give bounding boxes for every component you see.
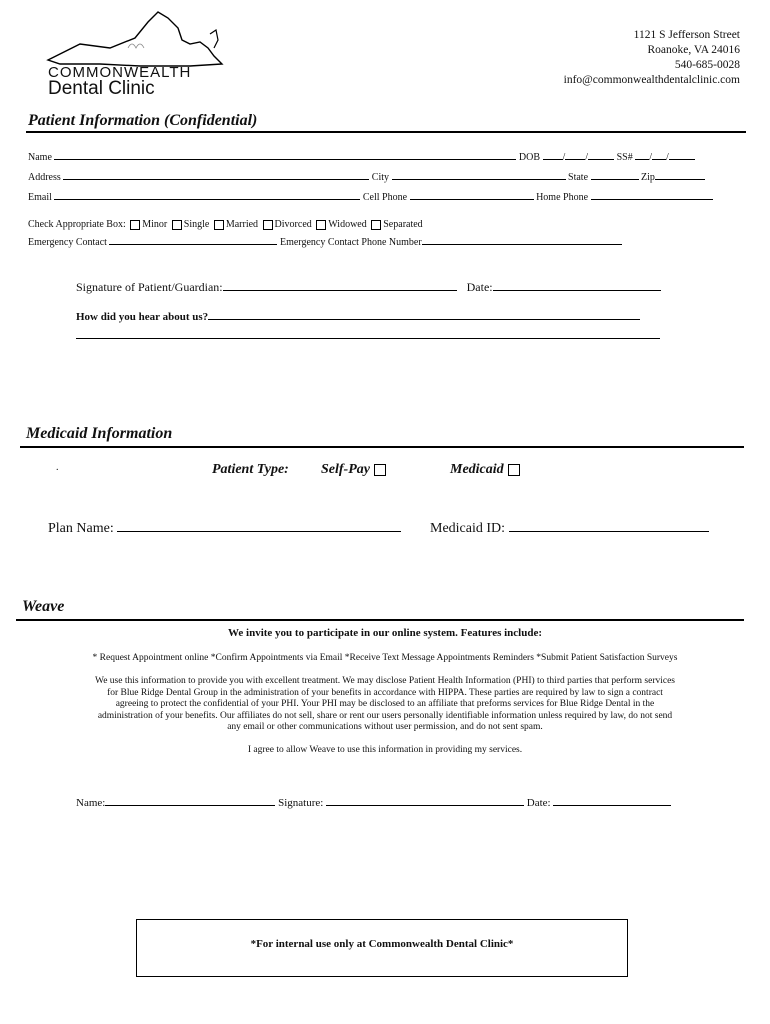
clinic-address-block: [564, 28, 740, 88]
medicaid-id-label: Medicaid ID:: [430, 521, 506, 536]
email-field[interactable]: [54, 199, 360, 200]
weave-sign-row: [76, 797, 671, 809]
address-label: Address: [28, 172, 61, 183]
address-row: [28, 172, 743, 183]
medicaid-title: Medicaid Information: [26, 425, 173, 442]
clinic-name-bottom: Dental Clinic: [48, 78, 155, 99]
state-label: State: [568, 172, 589, 183]
clinic-name-top: COMMONWEALTH: [48, 64, 192, 81]
patient-type-label: Patient Type:: [212, 462, 289, 477]
self-pay-checkbox[interactable]: [374, 464, 386, 476]
weave-name-label: Name:: [76, 797, 106, 809]
address-line2: Roanoke, VA 24016: [647, 44, 740, 56]
home-field[interactable]: [591, 199, 713, 200]
minor-label: Minor: [142, 219, 168, 230]
medicaid-id-row: [430, 521, 709, 537]
home-label: Home Phone: [536, 192, 589, 203]
referral-field[interactable]: [208, 319, 640, 320]
medicaid-id-field[interactable]: [509, 531, 709, 532]
emergency-row: [28, 237, 622, 248]
ss-field-3[interactable]: [669, 159, 695, 160]
signature-field[interactable]: [223, 290, 457, 291]
emergency-contact-field[interactable]: [109, 244, 277, 245]
email-row: [28, 192, 743, 203]
separated-label: Separated: [383, 219, 423, 230]
ss-field-1[interactable]: [635, 159, 649, 160]
dob-month-field[interactable]: [543, 159, 563, 160]
medicaid-checkbox[interactable]: [508, 464, 520, 476]
referral-field-line2[interactable]: [76, 338, 660, 339]
single-checkbox[interactable]: [172, 220, 182, 230]
disclosure-line1: We use this information to provide you with excellent treatment. We may disclose Patient Health Information (PHI) to third parties that perform services: [94, 676, 675, 686]
patient-type-row: [212, 462, 289, 478]
referral-label: How did you hear about us?: [76, 311, 209, 323]
dob-day-field[interactable]: [565, 159, 585, 160]
city-label: City: [371, 172, 390, 183]
date-label: Date:: [466, 280, 493, 294]
clinic-email: info@commonwealthdentalclinic.com: [563, 74, 740, 86]
ss-field-2[interactable]: [652, 159, 666, 160]
address-line1: 1121 S Jefferson Street: [633, 29, 740, 41]
name-field[interactable]: [54, 159, 516, 160]
plan-name-label: Plan Name:: [48, 521, 114, 536]
city-field[interactable]: [392, 179, 566, 180]
married-checkbox[interactable]: [214, 220, 224, 230]
emergency-phone-label: Emergency Contact Phone Number: [279, 237, 422, 248]
name-label: Name: [28, 152, 52, 163]
ss-label: SS#: [616, 152, 633, 163]
dob-year-field[interactable]: [588, 159, 614, 160]
self-pay-label: Self-Pay: [321, 462, 370, 477]
weave-agreement: I agree to allow Weave to use this information in providing my services.: [247, 745, 523, 755]
check-box-label: Check Appropriate Box:: [28, 219, 126, 230]
marital-status-row: [28, 219, 423, 230]
medicaid-option: [450, 462, 520, 478]
divorced-label: Divorced: [274, 219, 312, 230]
minor-checkbox[interactable]: [130, 220, 140, 230]
widowed-checkbox[interactable]: [316, 220, 326, 230]
date-field[interactable]: [493, 290, 661, 291]
email-label: Email: [28, 192, 52, 203]
disclosure-line3: agreeing to protect the confidential of your PHI. Your PHI may be disclosed to an affiliate that preforms services for Blue Ridge Dental in the: [115, 699, 655, 709]
weave-title: Weave: [22, 598, 65, 615]
single-label: Single: [183, 219, 210, 230]
zip-label: Zip: [641, 172, 655, 183]
widowed-label: Widowed: [328, 219, 367, 230]
separated-checkbox[interactable]: [371, 220, 381, 230]
disclosure-line5: any email or other communications without user permission, and do not sent spam.: [227, 722, 543, 732]
section-rule: [16, 619, 744, 621]
address-field[interactable]: [63, 179, 369, 180]
self-pay-option: [321, 462, 386, 478]
patient-info-title: Patient Information (Confidential): [28, 112, 258, 129]
emergency-phone-field[interactable]: [422, 244, 622, 245]
weave-signature-label: Signature:: [278, 797, 324, 809]
state-field[interactable]: [591, 179, 639, 180]
internal-use-box: [136, 919, 628, 977]
weave-name-field[interactable]: [105, 805, 275, 806]
zip-field[interactable]: [655, 179, 705, 180]
medicaid-label: Medicaid: [450, 462, 504, 477]
section-rule: [20, 446, 744, 448]
married-label: Married: [225, 219, 259, 230]
weave-signature-field[interactable]: [326, 805, 524, 806]
signature-label: Signature of Patient/Guardian:: [76, 280, 223, 294]
divorced-checkbox[interactable]: [263, 220, 273, 230]
disclosure-line4: administration of your benefits. Our affiliates do not sell, share or rent our users personally identifiable information unless required by law, do not send: [97, 710, 673, 721]
cell-label: Cell Phone: [362, 192, 408, 203]
dob-label: DOB: [518, 152, 541, 163]
weave-features: * Request Appointment online *Confirm Appointments via Email *Receive Text Message Appointments Reminders *Submit Patient Satisfaction Surveys: [92, 653, 678, 663]
clinic-phone: 540-685-0028: [674, 59, 740, 71]
section-rule: [26, 131, 746, 133]
internal-use-text: *For internal use only at Commonwealth Dental Clinic*: [250, 938, 514, 950]
cell-field[interactable]: [410, 199, 534, 200]
disclosure-line2: for Blue Ridge Dental Group in the administration of your benefits in accordance with HIPPA. These parties are required by law to sign a contract: [107, 687, 663, 698]
referral-row: [76, 311, 640, 323]
weave-invite: We invite you to participate in our online system. Features include:: [228, 627, 542, 639]
stray-dot: .: [56, 462, 59, 473]
emergency-contact-label: Emergency Contact: [28, 237, 107, 248]
weave-date-label: Date:: [526, 797, 551, 809]
signature-row: [76, 280, 661, 295]
weave-date-field[interactable]: [553, 805, 671, 806]
name-row: Name DOB / / SS# / /: [28, 152, 743, 163]
plan-name-field[interactable]: [117, 531, 401, 532]
plan-name-row: [48, 521, 401, 537]
weave-disclosure: [0, 676, 770, 734]
